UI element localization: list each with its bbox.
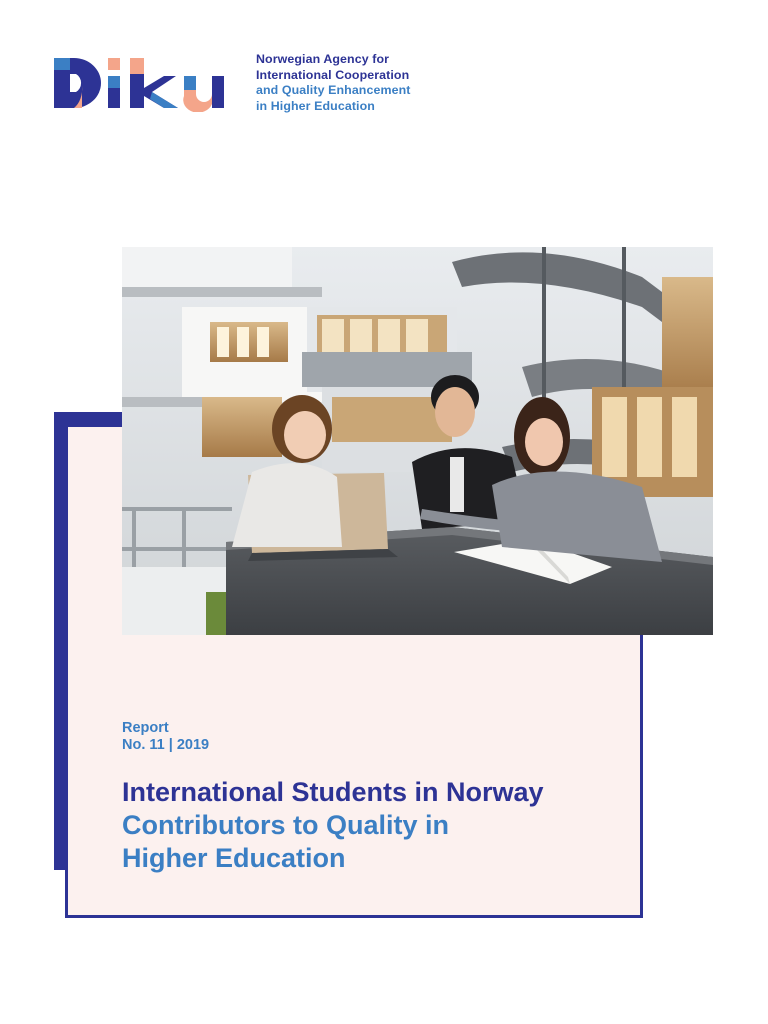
logo-wordmark: DIKU	[52, 52, 55, 53]
report-label: Report	[122, 720, 169, 736]
agency-line: International Cooperation	[256, 67, 410, 82]
report-title-line-3: Higher Education	[122, 843, 346, 873]
report-title-line-2: Contributors to Quality in	[122, 810, 449, 840]
diku-logo	[52, 52, 242, 112]
frame-accent-top	[54, 412, 122, 424]
report-title-line-1: International Students in Norway	[122, 777, 544, 807]
agency-name	[256, 52, 476, 114]
students-photo	[122, 247, 713, 635]
report-number: No. 11 | 2019	[122, 737, 210, 753]
agency-line: in Higher Education	[256, 98, 375, 113]
agency-line: Norwegian Agency for	[256, 52, 390, 66]
agency-line: and Quality Enhancement	[256, 83, 411, 97]
